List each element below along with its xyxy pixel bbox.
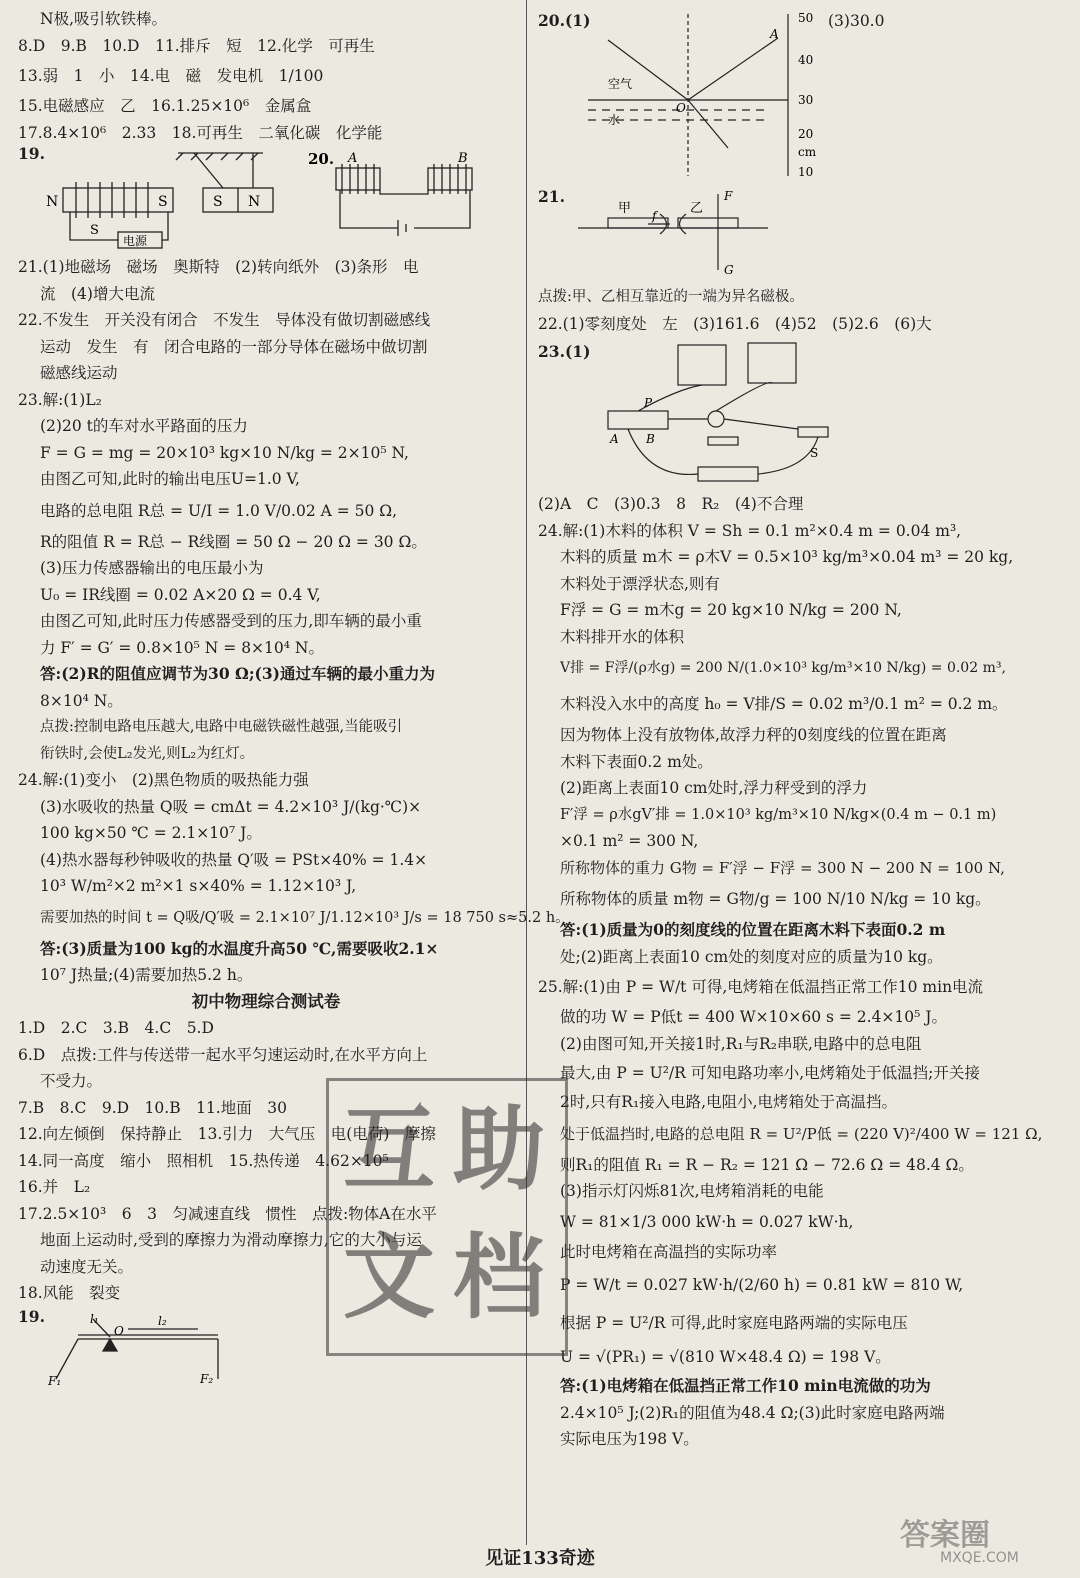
fig-label: 20	[798, 127, 814, 141]
text-line: 因为物体上没有放物体,故浮力秤的0刻度线的位置在距离	[560, 726, 947, 744]
text-line: 7.B 8.C 9.D 10.B 11.地面 30	[18, 1098, 287, 1117]
fig-label: O	[114, 1323, 124, 1338]
watermark-char: 文	[343, 1223, 436, 1331]
fig-label: A	[348, 151, 358, 166]
fig-label: 甲	[618, 201, 632, 216]
fig-label: S	[810, 446, 819, 460]
text-line: 木料排开水的体积	[560, 627, 685, 646]
text-line: W = 81×1/3 000 kW·h = 0.027 kW·h,	[560, 1212, 854, 1231]
text-line: 16.并 L₂	[18, 1178, 91, 1196]
text-line: 点拨:控制电路电压越大,电路中电磁铁磁性越强,当能吸引	[40, 719, 403, 735]
text-line: 力 F′ = G′ = 0.8×10⁵ N = 8×10⁴ N。	[40, 638, 324, 657]
fig-label: A	[770, 27, 779, 41]
fig-label: F₁	[48, 1373, 62, 1388]
corner-watermark: 答案圈	[900, 1518, 990, 1553]
text-line: 最大,由 P = U²/R 可知电路功率小,电烤箱处于低温挡;开关接	[560, 1064, 980, 1082]
text-line: 答:(2)R的阻值应调节为30 Ω;(3)通过车辆的最小重力为	[40, 664, 435, 683]
fig-label: A	[610, 432, 619, 446]
text-line: (2)20 t的车对水平路面的压力	[40, 417, 248, 435]
text-line: 答:(1)电烤箱在低温挡正常工作10 min电流做的功为	[560, 1376, 931, 1395]
right-column	[538, 6, 1062, 1453]
fig-label: B	[458, 151, 468, 166]
text-line: 地面上运动时,受到的摩擦力为滑动摩擦力,它的大小与运	[40, 1231, 422, 1249]
text-line: (2)距离上表面10 cm处时,浮力秤受到的浮力	[560, 779, 868, 797]
text-line: V排 = F浮/(ρ水g) = 200 N/(1.0×10³ kg/m³×10 N/kg) = 0.02 m³,	[560, 660, 1006, 676]
question-number: 20.(1)	[538, 11, 591, 30]
text-line: 22.不发生 开关没有闭合 不发生 导体没有做切割磁感线	[18, 311, 431, 329]
text-line: 磁感线运动	[40, 364, 118, 382]
text-line: N极,吸引软铁棒。	[40, 10, 167, 28]
text-line: 17.8.4×10⁶ 2.33 18.可再生 二氧化碳 化学能	[18, 123, 383, 142]
text-line: F = G = mg = 20×10³ kg×10 N/kg = 2×10⁵ N,	[40, 443, 409, 462]
text-line: 100 kg×50 ℃ = 2.1×10⁷ J。	[40, 824, 262, 842]
text-line: 处于低温挡时,电路的总电阻 R = U²/P低 = (220 V)²/400 W = 121 Ω,	[560, 1124, 1043, 1143]
figure-19-20	[18, 144, 514, 250]
lever-diagram	[18, 1306, 278, 1389]
watermark-stamp	[326, 1078, 568, 1356]
text-line: 实际电压为198 V。	[560, 1430, 699, 1448]
text-line: 不受力。	[40, 1072, 103, 1090]
text-line: 6.D 点拨:工件与传送带一起水平匀速运动时,在水平方向上	[18, 1045, 428, 1064]
fig-label: l₂	[158, 1313, 167, 1328]
text-line: (3)指示灯闪烁81次,电烤箱消耗的电能	[560, 1182, 824, 1200]
fig-label: 水	[608, 113, 621, 127]
text-line: 电路的总电阻 R总 = U/I = 1.0 V/0.02 A = 50 Ω,	[40, 501, 398, 520]
text-line: (2)A C (3)0.3 8 R₂ (4)不合理	[538, 495, 804, 513]
text-line: 12.向左倾倒 保持静止 13.引力 大气压 电(电荷) 摩擦	[18, 1125, 436, 1143]
magnets-diagram	[568, 184, 788, 280]
fig-label: 乙	[690, 201, 704, 216]
watermark-char: 档	[453, 1223, 546, 1331]
corner-watermark-url: MXQE.COM	[940, 1550, 1019, 1566]
text-line: 10³ W/m²×2 m²×1 s×40% = 1.12×10³ J,	[40, 877, 357, 895]
fig-label: P	[644, 396, 653, 410]
fig-label: F₂	[200, 1371, 214, 1386]
text-line: 由图乙可知,此时的输出电压U=1.0 V,	[40, 470, 300, 488]
fig-label: F	[724, 189, 733, 203]
text-line: 木料处于漂浮状态,则有	[560, 574, 720, 593]
text-line: 动速度无关。	[40, 1257, 134, 1276]
text-line: U₀ = IR线圈 = 0.02 A×20 Ω = 0.4 V,	[40, 585, 321, 604]
fig-label: 电源	[123, 234, 148, 248]
text-line: 25.解:(1)由 P = W/t 可得,电烤箱在低温挡正常工作10 min电流	[538, 978, 984, 996]
text-line: 22.(1)零刻度处 左 (3)161.6 (4)52 (5)2.6 (6)大	[538, 314, 932, 333]
fig-label: 50	[798, 11, 814, 25]
watermark-char: 助	[453, 1095, 546, 1203]
text-line: 24.解:(1)变小 (2)黑色物质的吸热能力强	[18, 771, 309, 789]
text-line: (3)水吸收的热量 Q吸 = cmΔt = 4.2×10³ J/(kg·℃)×	[40, 797, 422, 816]
fig-label: G	[724, 263, 734, 277]
fig-label: l₁	[90, 1311, 99, 1326]
electromagnet-diagram	[18, 148, 508, 250]
fig-label: f	[652, 209, 657, 223]
text-line: F浮 = G = m木g = 20 kg×10 N/kg = 200 N,	[560, 601, 902, 619]
text-line: 所称物体的重力 G物 = F′浮 − F浮 = 300 N − 200 N = 100 N,	[560, 858, 1005, 877]
text-line: 10⁷ J热量;(4)需要加热5.2 h。	[40, 966, 253, 984]
fig-label: S	[158, 194, 168, 210]
text-line: P = W/t = 0.027 kW·h/(2/60 h) = 0.81 kW = 810 W,	[560, 1276, 964, 1294]
fig-label: N	[46, 194, 59, 210]
text-line: 13.弱 1 小 14.电 磁 发电机 1/100	[18, 67, 324, 85]
answer-text: (3)30.0	[828, 12, 885, 30]
text-line: 木料的质量 m木 = ρ木V = 0.5×10³ kg/m³×0.04 m³ = 20 kg,	[560, 548, 1014, 566]
text-line: 18.风能 裂变	[18, 1284, 121, 1302]
watermark-char: 互	[343, 1095, 436, 1203]
text-line: 8×10⁴ N。	[40, 691, 123, 710]
page-footer: 见证133奇迹	[485, 1548, 595, 1569]
text-line: 8.D 9.B 10.D 11.排斥 短 12.化学 可再生	[18, 36, 375, 55]
fig-label: 空气	[608, 77, 633, 91]
section-title: 初中物理综合测试卷	[191, 991, 341, 1011]
fig-label: 40	[798, 53, 814, 67]
question-number: 19.	[18, 1306, 45, 1326]
text-line: 运动 发生 有 闭合电路的一部分导体在磁场中做切割	[40, 337, 428, 356]
fig-label: S	[90, 223, 99, 238]
text-line: 做的功 W = P低t = 400 W×10×60 s = 2.4×10⁵ J。	[560, 1008, 948, 1026]
text-line: (2)由图可知,开关接1时,R₁与R₂串联,电路中的总电阻	[560, 1034, 922, 1053]
text-line: 流 (4)增大电流	[40, 284, 155, 303]
text-line: (3)压力传感器输出的电压最小为	[40, 559, 264, 577]
text-line: (4)热水器每秒钟吸收的热量 Q′吸 = PSt×40% = 1.4×	[40, 850, 428, 869]
question-number: 19.	[18, 144, 45, 163]
text-line: ×0.1 m² = 300 N,	[560, 832, 699, 850]
fig-label: S	[213, 194, 223, 210]
text-line: 木料下表面0.2 m处。	[560, 752, 713, 771]
figure-21-magnets	[538, 184, 1062, 280]
text-line: U = √(PR₁) = √(810 W×48.4 Ω) = 198 V。	[560, 1348, 891, 1366]
text-line: 木料没入水中的高度 h₀ = V排/S = 0.02 m³/0.1 m² = 0.2 m。	[560, 695, 1008, 713]
question-number: 23.(1)	[538, 342, 591, 361]
text-line: 答:(1)质量为0的刻度线的位置在距离木料下表面0.2 m	[560, 920, 946, 939]
text-line: 24.解:(1)木料的体积 V = Sh = 0.1 m²×0.4 m = 0.04 m³,	[538, 521, 962, 540]
text-line: 15.电磁感应 乙 16.1.25×10⁶ 金属盒	[18, 97, 312, 115]
text-line: 点拨:甲、乙相互靠近的一端为异名磁极。	[538, 289, 804, 305]
figure-23-circuit	[538, 339, 1062, 487]
fig-label: 10	[798, 165, 814, 179]
question-number: 21.	[538, 187, 565, 206]
text-line: 由图乙可知,此时压力传感器受到的压力,即车辆的最小重	[40, 612, 422, 630]
figure-20-refraction	[538, 8, 1062, 180]
text-line: 23.解:(1)L₂	[18, 390, 102, 409]
text-line: 此时电烤箱在高温挡的实际功率	[560, 1242, 778, 1261]
refraction-diagram	[568, 8, 848, 180]
text-line: 衔铁时,会使L₂发光,则L₂为红灯。	[40, 745, 255, 762]
text-line: 2时,只有R₁接入电路,电阻小,电烤箱处于高温挡。	[560, 1093, 898, 1111]
fig-label: O	[676, 101, 686, 115]
text-line: 2.4×10⁵ J;(2)R₁的阻值为48.4 Ω;(3)此时家庭电路两端	[560, 1403, 945, 1422]
text-line: 需要加热的时间 t = Q吸/Q′吸 = 2.1×10⁷ J/1.12×10³ J/s = 18 750 s≈5.2 h。	[40, 909, 570, 926]
fig-label: N	[248, 194, 261, 210]
fig-label: 20.	[308, 150, 335, 168]
text-line: 14.同一高度 缩小 照相机 15.热传递 4.62×10⁵	[18, 1151, 389, 1170]
text-line: 17.2.5×10³ 6 3 匀减速直线 惯性 点拨:物体A在水平	[18, 1204, 437, 1223]
text-line: R的阻值 R = R总 − R线圈 = 50 Ω − 20 Ω = 30 Ω。	[40, 532, 427, 551]
text-line: 1.D 2.C 3.B 4.C 5.D	[18, 1019, 214, 1037]
text-line: 答:(3)质量为100 kg的水温度升高50 ℃,需要吸收2.1×	[40, 938, 439, 958]
text-line: 根据 P = U²/R 可得,此时家庭电路两端的实际电压	[560, 1314, 908, 1332]
text-line: 21.(1)地磁场 磁场 奥斯特 (2)转向纸外 (3)条形 电	[18, 258, 419, 276]
fig-label: cm	[798, 145, 817, 159]
fig-label: B	[646, 432, 655, 446]
text-line: F′浮 = ρ水gV′排 = 1.0×10³ kg/m³×10 N/kg×(0.4 m − 0.1 m)	[560, 806, 997, 823]
text-line: 所称物体的质量 m物 = G物/g = 100 N/10 N/kg = 10 kg。	[560, 890, 991, 908]
fig-label: 30	[798, 93, 814, 107]
text-line: 则R₁的阻值 R₁ = R − R₂ = 121 Ω − 72.6 Ω = 48.4 Ω。	[560, 1155, 974, 1174]
text-line: 处;(2)距离上表面10 cm处的刻度对应的质量为10 kg。	[560, 947, 943, 966]
circuit-diagram	[598, 339, 858, 487]
